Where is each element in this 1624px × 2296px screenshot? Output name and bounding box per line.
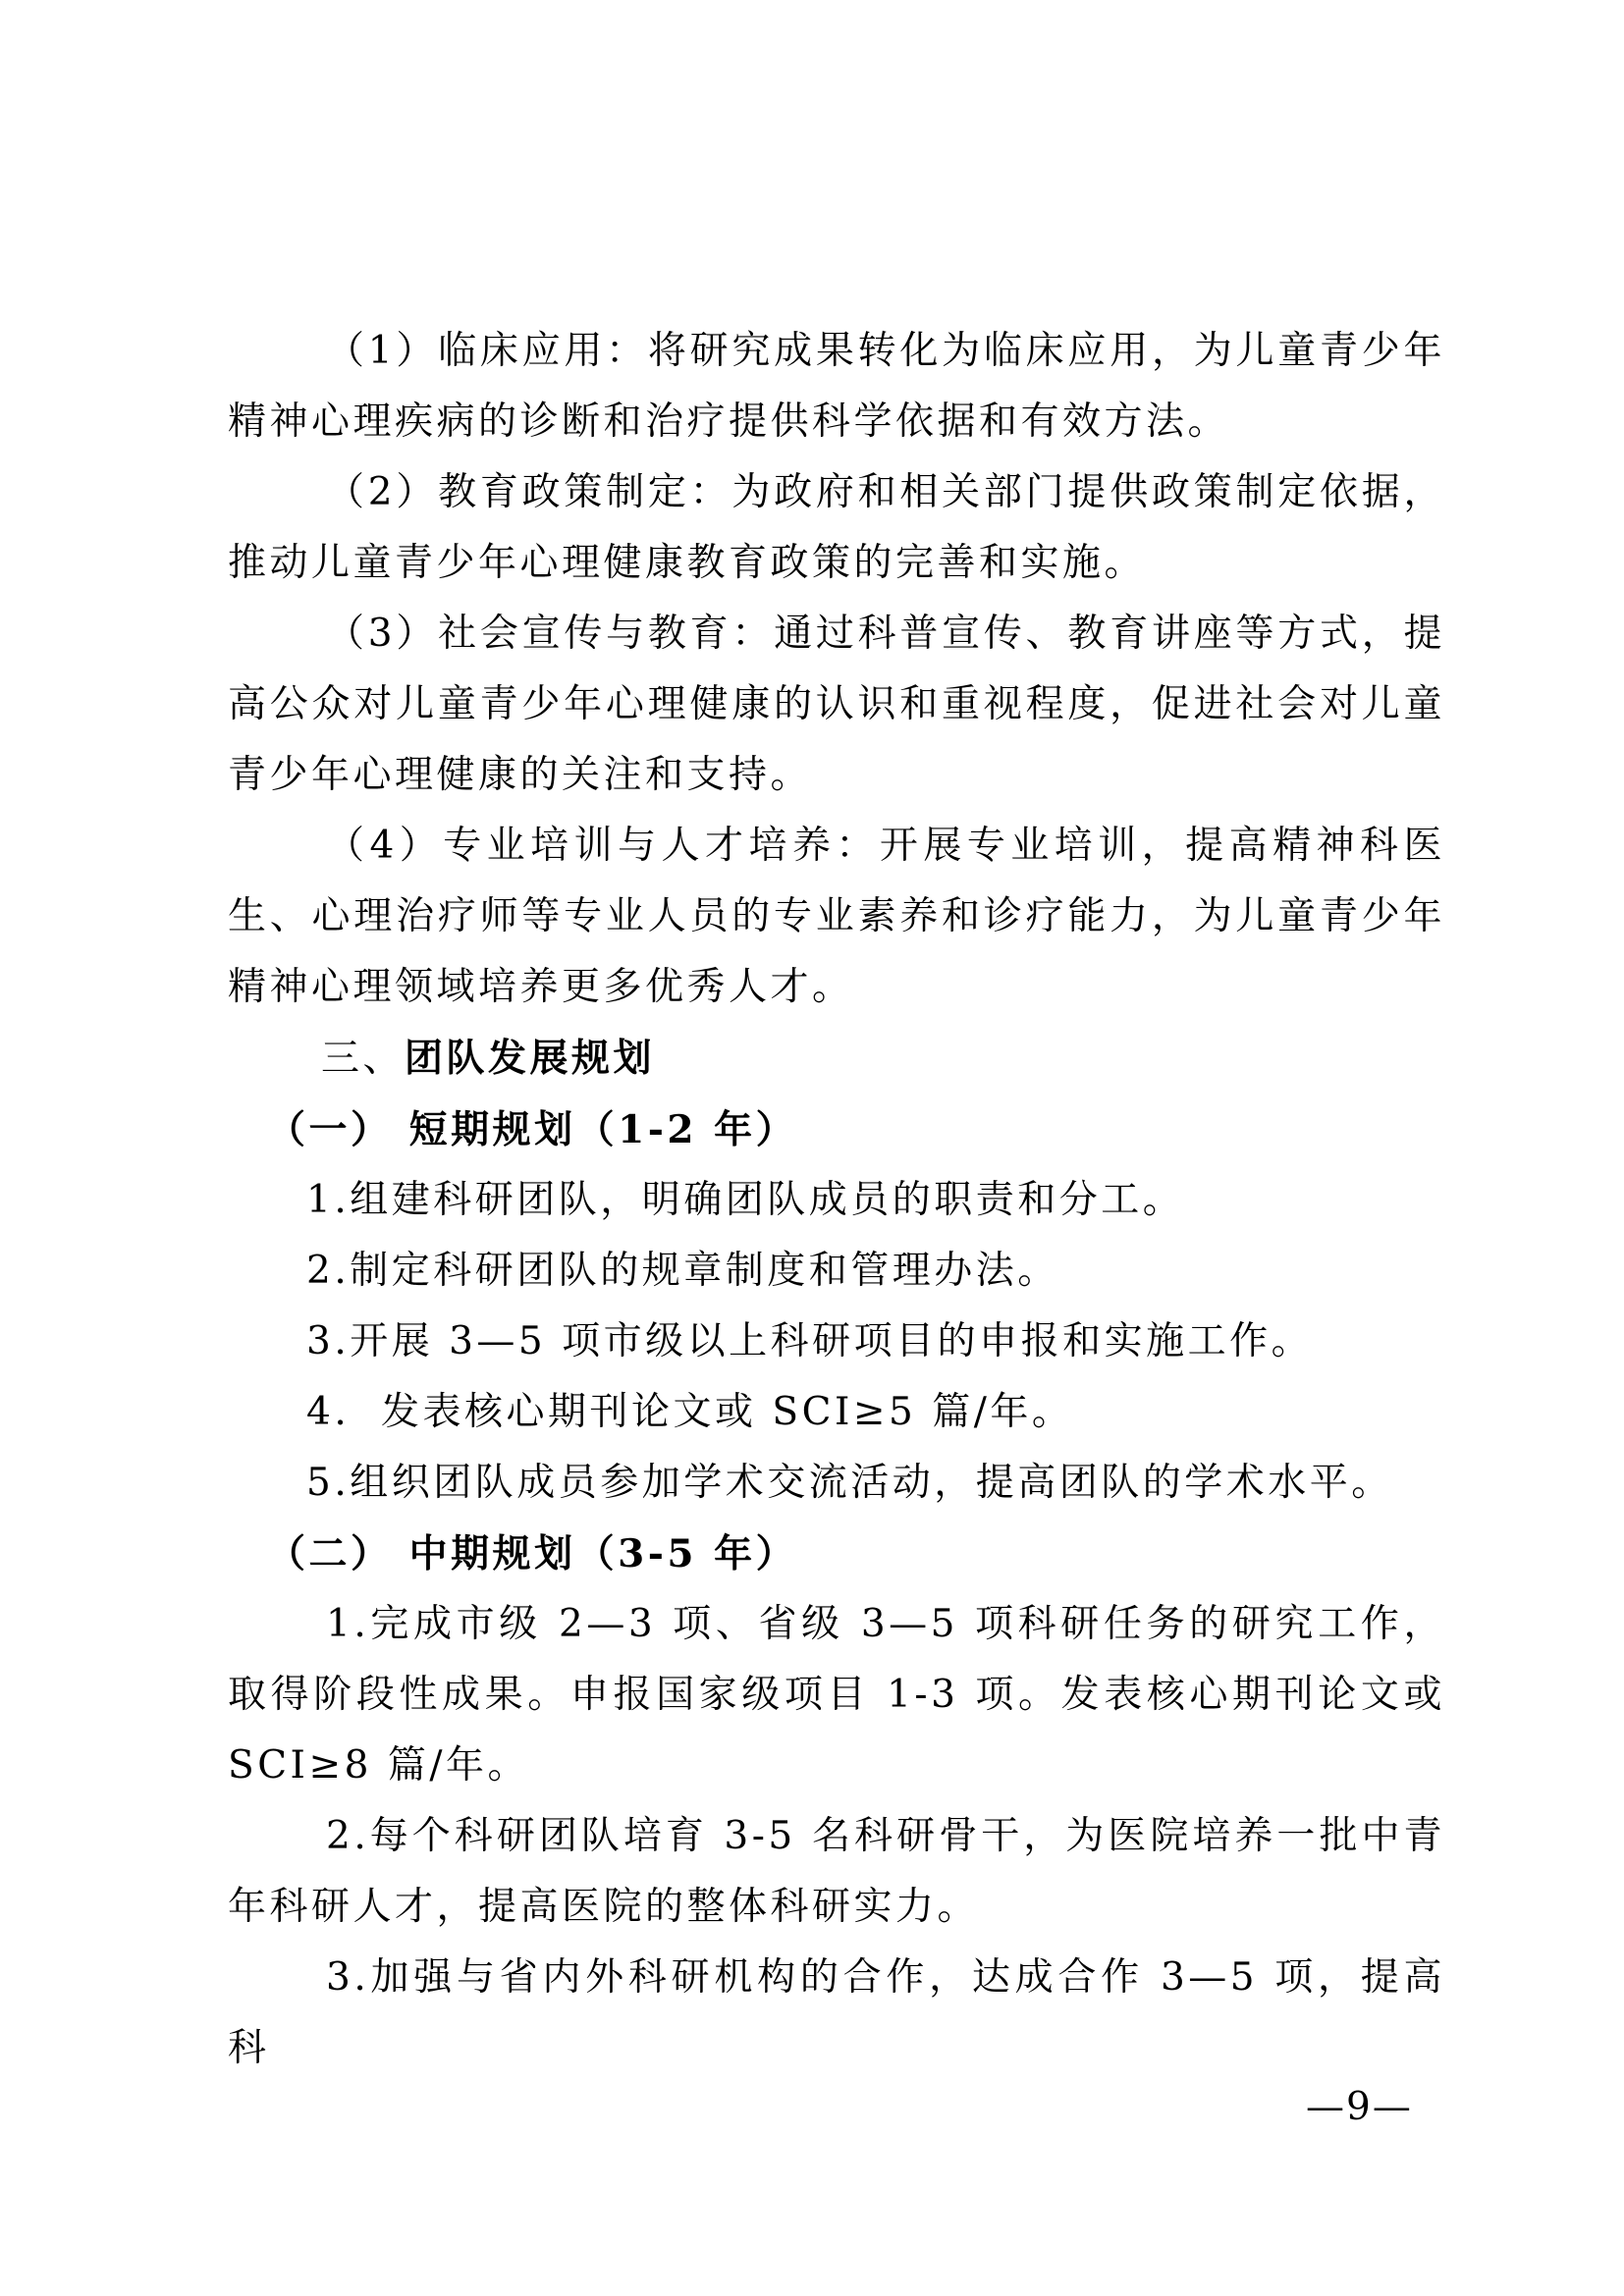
paragraph-social-publicity: （3）社会宣传与教育：通过科普宣传、教育讲座等方式，提高公众对儿童青少年心理健康的认识和重视程度，促进社会对儿童青少年心理健康的关注和支持。 — [228, 612, 1445, 797]
paragraph-clinical-application: （1）临床应用：将研究成果转化为临床应用，为儿童青少年精神心理疾病的诊断和治疗提供科学依据和有效方法。 — [228, 329, 1445, 444]
mid-term-item: 3.加强与省内外科研机构的合作，达成合作 3—5 项，提高科 — [228, 1955, 1445, 2070]
mid-term-item: 2.每个科研团队培育 3-5 名科研骨干，为医院培养一批中青年科研人才，提高医院的整体科研实力。 — [228, 1814, 1445, 1929]
document-body — [228, 316, 1445, 2084]
mid-term-heading: （二） 中期规划（3-5 年） — [267, 1531, 798, 1576]
short-term-item: 3.开展 3—5 项市级以上科研项目的申报和实施工作。 — [306, 1319, 1314, 1363]
short-term-item: 1.组建科研团队，明确团队成员的职责和分工。 — [306, 1178, 1185, 1222]
section-heading — [228, 1023, 1445, 1095]
mid-term-item: 1.完成市级 2—3 项、省级 3—5 项科研任务的研究工作，取得阶段性成果。申报国家级项目 1-3 项。发表核心期刊论文或 SCI≥8 篇/年。 — [228, 1602, 1445, 1788]
page-number: —9— — [1306, 2085, 1413, 2129]
paragraph-professional-training: （4）专业培训与人才培养：开展专业培训，提高精神科医生、心理治疗师等专业人员的专业素养和诊疗能力，为儿童青少年精神心理领域培养更多优秀人才。 — [228, 824, 1445, 1009]
short-term-item: 2.制定科研团队的规章制度和管理办法。 — [306, 1249, 1059, 1293]
short-term-item: 5.组织团队成员参加学术交流活动，提高团队的学术水平。 — [306, 1461, 1393, 1505]
section-heading-title: 团队发展规划 — [405, 1036, 656, 1081]
section-heading-prefix: 三、 — [321, 1037, 406, 1081]
paragraph-education-policy: （2）教育政策制定：为政府和相关部门提供政策制定依据，推动儿童青少年心理健康教育政策的完善和实施。 — [228, 470, 1445, 585]
short-term-item: 4. 发表核心期刊论文或 SCI≥5 篇/年。 — [306, 1390, 1074, 1434]
short-term-heading: （一） 短期规划（1-2 年） — [267, 1107, 798, 1152]
